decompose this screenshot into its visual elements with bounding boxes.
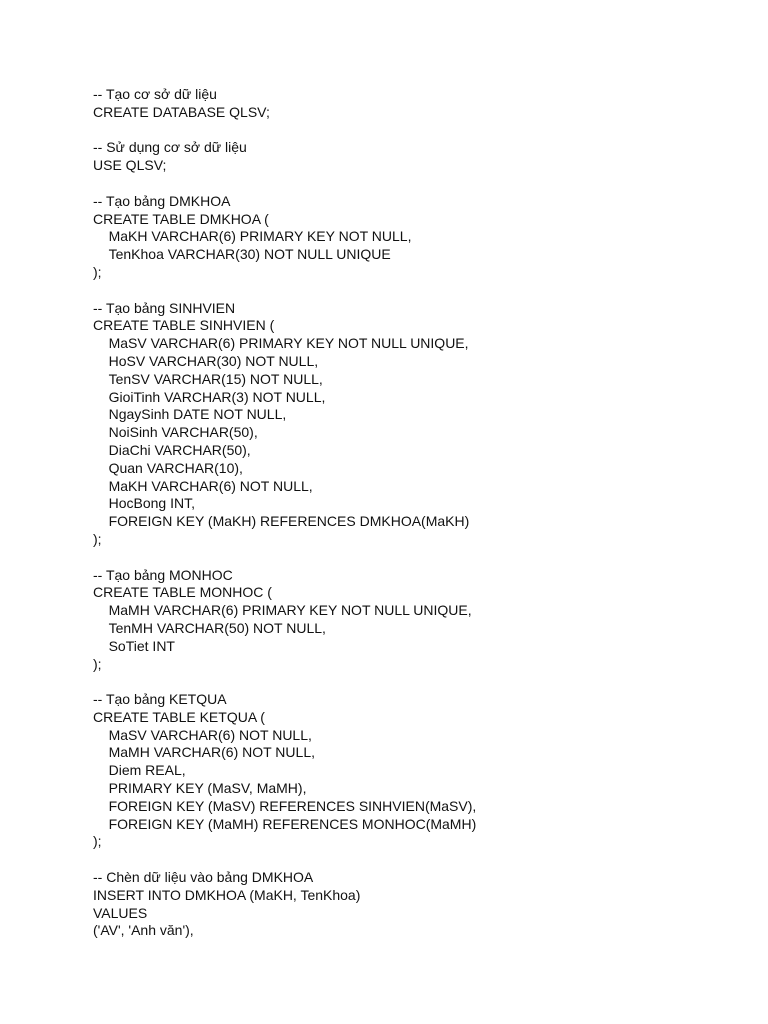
blank-line bbox=[93, 282, 733, 300]
code-line: CREATE TABLE MONHOC ( bbox=[93, 584, 272, 601]
code-line: MaKH VARCHAR(6) PRIMARY KEY NOT NULL, bbox=[108, 228, 412, 245]
code-line: ); bbox=[93, 655, 102, 672]
code-line: USE QLSV; bbox=[93, 157, 167, 174]
sql-script-body bbox=[93, 86, 733, 940]
comment-line: -- Tạo cơ sở dữ liệu bbox=[93, 86, 217, 102]
code-line: ('AV', 'Anh văn'), bbox=[93, 922, 194, 939]
code-line: ); bbox=[93, 530, 102, 547]
code-line: VALUES bbox=[93, 904, 148, 921]
code-line: MaKH VARCHAR(6) NOT NULL, bbox=[108, 477, 313, 494]
code-line: CREATE DATABASE QLSV; bbox=[93, 103, 270, 120]
comment-line: -- Tạo bảng KETQUA bbox=[93, 691, 227, 708]
code-line: TenMH VARCHAR(50) NOT NULL, bbox=[108, 619, 326, 636]
blank-line bbox=[93, 175, 733, 193]
blank-line bbox=[93, 673, 733, 691]
code-line: INSERT INTO DMKHOA (MaKH, TenKhoa) bbox=[93, 886, 361, 903]
code-line: Diem REAL, bbox=[108, 762, 186, 779]
code-line: TenKhoa VARCHAR(30) NOT NULL UNIQUE bbox=[108, 246, 391, 263]
code-line: GioiTinh VARCHAR(3) NOT NULL, bbox=[108, 388, 326, 405]
code-line: MaSV VARCHAR(6) NOT NULL, bbox=[108, 726, 312, 743]
code-line: HoSV VARCHAR(30) NOT NULL, bbox=[108, 352, 319, 369]
comment-line: -- Tạo bảng MONHOC bbox=[93, 566, 233, 583]
code-line: CREATE TABLE KETQUA ( bbox=[93, 708, 265, 725]
code-line: NgaySinh DATE NOT NULL, bbox=[108, 406, 287, 423]
blank-line bbox=[93, 122, 733, 140]
code-line: MaMH VARCHAR(6) PRIMARY KEY NOT NULL UNIQUE, bbox=[108, 602, 472, 619]
code-line: NoiSinh VARCHAR(50), bbox=[108, 424, 258, 441]
code-line: CREATE TABLE SINHVIEN ( bbox=[93, 317, 275, 334]
comment-line: -- Tạo bảng SINHVIEN bbox=[93, 299, 236, 316]
comment-line: -- Chèn dữ liệu vào bảng DMKHOA bbox=[93, 869, 314, 886]
comment-line: -- Sử dụng cơ sở dữ liệu bbox=[93, 139, 247, 156]
code-line: Quan VARCHAR(10), bbox=[108, 459, 243, 476]
code-line: ); bbox=[93, 263, 102, 280]
code-line: CREATE TABLE DMKHOA ( bbox=[93, 210, 269, 227]
code-line: MaSV VARCHAR(6) PRIMARY KEY NOT NULL UNIQUE, bbox=[108, 335, 469, 352]
code-line: HocBong INT, bbox=[108, 495, 195, 512]
code-line: TenSV VARCHAR(15) NOT NULL, bbox=[108, 370, 323, 387]
blank-line bbox=[93, 851, 733, 869]
code-line: MaMH VARCHAR(6) NOT NULL, bbox=[108, 744, 315, 761]
code-line: FOREIGN KEY (MaMH) REFERENCES MONHOC(MaMH) bbox=[108, 815, 477, 832]
blank-line bbox=[93, 549, 733, 567]
code-line: FOREIGN KEY (MaSV) REFERENCES SINHVIEN(MaSV), bbox=[108, 797, 477, 814]
code-line: PRIMARY KEY (MaSV, MaMH), bbox=[108, 780, 307, 797]
code-line: ); bbox=[93, 833, 102, 850]
comment-line: -- Tạo bảng DMKHOA bbox=[93, 192, 231, 209]
code-line: DiaChi VARCHAR(50), bbox=[108, 441, 251, 458]
code-line: SoTiet INT bbox=[108, 637, 175, 654]
code-line: FOREIGN KEY (MaKH) REFERENCES DMKHOA(MaKH) bbox=[108, 513, 470, 530]
